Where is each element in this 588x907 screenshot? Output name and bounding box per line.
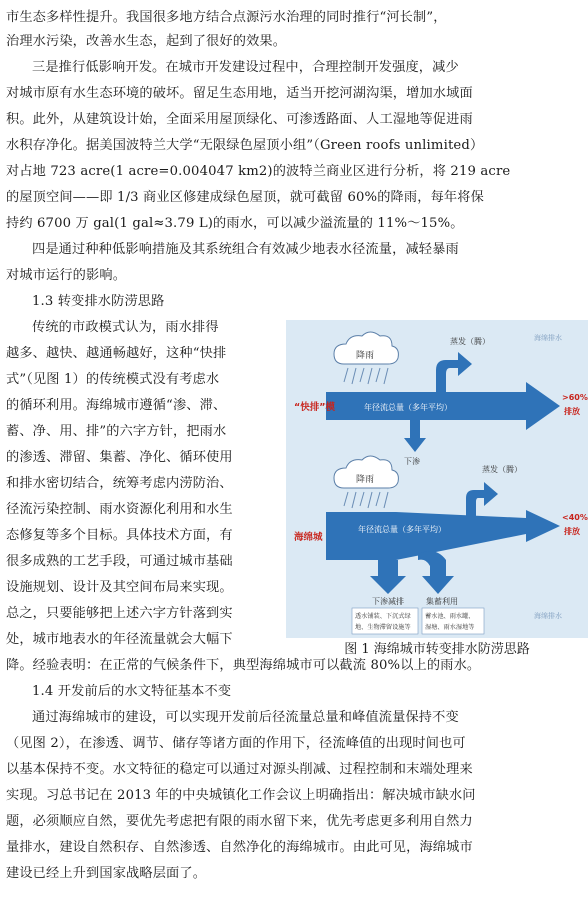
evaporation-label: 蒸发（腾）	[482, 465, 522, 474]
text-line: 的屋顶空间——即 1/3 商业区修建成绿色屋顶，就可截留 60%的降雨，每年将保	[6, 190, 484, 205]
text-line: 通过海绵城市的建设，可以实现开发前后径流量总量和峰值流量保持不变	[32, 710, 459, 725]
text-line: 态修复等多个目标。具体技术方面，有	[6, 528, 233, 543]
figure-caption: 图 1 海绵城市转变排水防涝思路	[344, 642, 530, 657]
storage-measure: 湿塘、雨水湿地等	[425, 624, 475, 631]
bottom-discharge-label: 排放	[564, 527, 580, 536]
watermark: 海绵排水	[534, 612, 562, 620]
storage-arrow	[418, 551, 454, 594]
flow-diagram	[286, 320, 588, 638]
text-line: 对城市原有水生态环境的破坏。留足生态用地，适当开挖河湖沟渠，增加水域面	[6, 86, 473, 101]
text-line: 市生态多样性提升。我国很多地方结合点源污水治理的同时推行“河长制”，	[6, 10, 447, 25]
text-line: 持约 6700 万 gal(1 gal≈3.79 L)的雨水，可以减少溢流量的 11%～15%。	[6, 216, 464, 231]
infiltration-arrow	[404, 420, 426, 452]
evaporation-arrow	[466, 482, 498, 516]
text-line: （见图 2），在渗透、调节、储存等诸方面的作用下，径流峰值的出现时间也可	[6, 736, 466, 751]
sponge-city-model-label: 海绵城	[294, 532, 323, 543]
rain-label: 降雨	[356, 475, 375, 485]
infiltration-label: 下渗	[404, 457, 420, 466]
sponge-runoff-arrow	[326, 510, 560, 560]
text-line: 实现。习总书记在 2013 年的中央城镇化工作会议上明确指出：解决城市缺水问	[6, 788, 476, 803]
text-line: 径流污染控制、雨水资源化利用和水生	[6, 502, 233, 517]
section-heading: 1.4 开发前后的水文特征基本不变	[32, 684, 232, 699]
infiltration-measure: 地、生物滞留设施等	[355, 624, 411, 631]
text-line: 的循环利用。海绵城市遵循“渗、滞、	[6, 398, 227, 413]
runoff-label: 年径流总量（多年平均）	[364, 403, 452, 412]
bottom-percent: <40%	[562, 513, 588, 522]
text-line: 总之，只要能够把上述六字方针落到实	[6, 606, 233, 621]
text-line: 以基本保持不变。水文特征的稳定可以通过对源头削减、过程控制和末端处理来	[6, 762, 473, 777]
text-line: 题，必须顺应自然，要优先考虑把有限的雨水留下来，优先考虑更多利用自然力	[6, 814, 473, 829]
evaporation-label: 蒸发（腾）	[450, 337, 490, 346]
infiltration-reduction-title: 下渗减排	[372, 597, 404, 606]
watermark: 海绵排水	[534, 334, 562, 342]
text-line: 越多、越快、越通畅越好，这种“快排	[6, 346, 227, 361]
evaporation-arrow	[436, 352, 472, 392]
fast-drain-model-label: “快排”模	[294, 402, 335, 413]
text-line: 建设已经上升到国家战略层面了。	[6, 866, 207, 881]
top-discharge-label: 排放	[564, 407, 580, 416]
text-line: 对占地 723 acre(1 acre=0.004047 km2)的波特兰商业区进行分析，将 219 acre	[6, 164, 511, 179]
sponge-runoff-label: 年径流总量（多年平均）	[358, 525, 446, 534]
text-line: 治理水污染，改善水生态，起到了很好的效果。	[6, 34, 287, 49]
rain-label: 降雨	[356, 351, 375, 361]
text-line: 处，城市地表水的年径流量就会大幅下	[6, 632, 233, 647]
top-percent: >60%	[562, 393, 588, 402]
text-line: 水积存净化。据美国波特兰大学“无限绿色屋顶小组”（Green roofs unlimited）	[6, 138, 484, 153]
text-line: 四是通过种种低影响措施及其系统组合有效减少地表水径流量，减轻暴雨	[32, 242, 459, 257]
infiltration-measure: 透水铺装、下沉式绿	[355, 613, 411, 620]
text-line: 和排水密切结合，统筹考虑内涝防治、	[6, 476, 233, 491]
text-line: 蓄、净、用、排”的六字方针，把雨水	[6, 424, 227, 439]
storage-measure: 蓄水池、雨水罐、	[425, 613, 475, 620]
section-heading: 1.3 转变排水防涝思路	[32, 294, 165, 309]
text-line: 的渗透、滞留、集蓄、净化、循环使用	[6, 450, 233, 465]
text-line: 式”（见图 1）的传统模式没有考虑水	[6, 372, 220, 387]
text-line: 对城市运行的影响。	[6, 268, 127, 283]
text-line: 三是推行低影响开发。在城市开发建设过程中，合理控制开发强度，减少	[32, 60, 459, 75]
figure-1-diagram	[286, 320, 588, 638]
text-line: 设施规划、设计及其空间布局来实现。	[6, 580, 233, 595]
text-line: 积。此外，从建筑设计始，全面采用屋顶绿化、可渗透路面、人工湿地等促进雨	[6, 112, 473, 127]
text-line: 降。经验表明：在正常的气候条件下，典型海绵城市可以截流 80%以上的雨水。	[6, 658, 481, 673]
storage-title: 集蓄利用	[426, 597, 458, 606]
text-line: 传统的市政模式认为，雨水排得	[32, 320, 219, 335]
text-line: 很多成熟的工艺手段，可通过城市基础	[6, 554, 233, 569]
text-line: 量排水，建设自然积存、自然渗透、自然净化的海绵城市。由此可见，海绵城市	[6, 840, 473, 855]
infiltration-reduction-arrow	[370, 560, 406, 594]
